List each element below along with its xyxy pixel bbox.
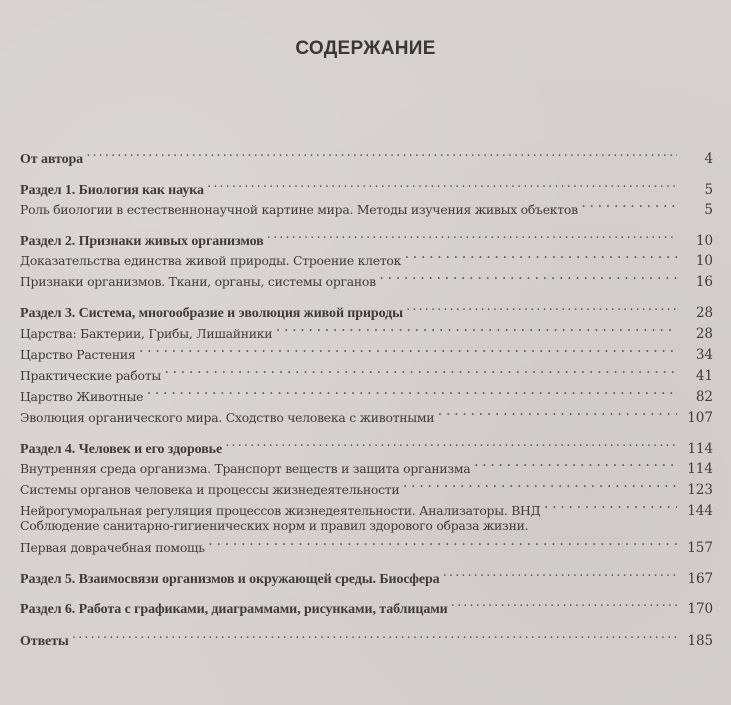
toc-entry-label: Царство Растения <box>20 347 136 362</box>
dot-leader <box>73 627 677 645</box>
toc-entry-page: 41 <box>695 368 713 384</box>
toc-entry-subsection[interactable] <box>20 476 713 498</box>
toc-entry-section-3[interactable] <box>20 299 713 321</box>
dot-leader <box>268 227 677 245</box>
toc-entry-section-6[interactable] <box>20 595 713 617</box>
toc-entry-page: 28 <box>695 326 713 342</box>
dot-leader <box>165 362 677 380</box>
toc-entry-label: Соблюдение санитарно-гигиенических норм и правил здорового образа жизни. <box>20 518 529 533</box>
toc-entry-label: Раздел 5. Взаимосвязи организмов и окружающей среды. Биосфера <box>20 572 440 587</box>
toc-entry-page: 10 <box>695 253 713 269</box>
toc-entry-label: Признаки организмов. Ткани, органы, системы органов <box>20 274 376 289</box>
toc-entry-from-author[interactable] <box>20 145 713 167</box>
dot-leader <box>474 455 677 473</box>
toc-entry-subsection[interactable] <box>20 247 713 269</box>
dot-leader <box>139 341 677 359</box>
dot-leader <box>438 404 677 422</box>
toc-entry-page: 157 <box>687 540 713 556</box>
toc-entry-label: Раздел 6. Работа с графиками, диаграммами, рисунками, таблицами <box>20 602 448 617</box>
toc-entry-page: 114 <box>687 441 713 457</box>
toc-entry-page: 4 <box>704 151 713 167</box>
toc-entry-subsection[interactable] <box>20 383 713 405</box>
toc-entry-subsection[interactable] <box>20 404 713 426</box>
toc-entry-label: Доказательства единства живой природы. Строение клеток <box>20 253 402 268</box>
toc-entry-answers[interactable] <box>20 627 713 649</box>
toc-entry-page: 10 <box>696 233 713 249</box>
toc-entry-section-5[interactable] <box>20 565 713 587</box>
toc-entry-label: Раздел 4. Человек и его здоровье <box>20 442 223 457</box>
toc-entry-label: Первая доврачебная помощь <box>20 540 205 555</box>
toc-entry-section-4[interactable] <box>20 435 713 457</box>
toc-entry-page: 5 <box>704 202 713 218</box>
toc-entry-label: Эволюция органического мира. Сходство человека с животными <box>20 410 435 425</box>
dot-leader <box>226 435 677 453</box>
toc-entry-page: 144 <box>687 503 713 519</box>
dot-leader <box>544 497 677 515</box>
dot-leader <box>403 476 677 494</box>
toc-entry-label: Ответы <box>20 634 69 649</box>
page-title: СОДЕРЖАНИЕ <box>295 38 436 59</box>
toc-entry-label: Роль биологии в естественнонаучной картине мира. Методы изучения живых объектов <box>20 202 578 217</box>
toc-entry-page: 123 <box>687 482 713 498</box>
toc-entry-subsection[interactable] <box>20 497 713 519</box>
toc-entry-page: 82 <box>695 389 713 405</box>
toc-entry-page: 16 <box>695 274 713 290</box>
dot-leader <box>276 320 677 338</box>
toc-entry-label: Царства: Бактерии, Грибы, Лишайники <box>20 326 273 341</box>
toc-entry-subsection[interactable] <box>20 268 713 290</box>
toc-entry-section-1[interactable] <box>20 176 713 198</box>
dot-leader <box>208 176 677 194</box>
toc-entry-page: 107 <box>687 410 713 426</box>
dot-leader <box>582 196 677 214</box>
toc-entry-page: 167 <box>687 571 713 587</box>
dot-leader <box>209 534 677 552</box>
toc-entry-label: Раздел 1. Биология как наука <box>20 183 204 198</box>
toc-entry-subsection[interactable] <box>20 362 713 384</box>
dot-leader <box>407 299 677 317</box>
toc-entry-label: Нейрогуморальная регуляция процессов жизнедеятельности. Анализаторы. ВНД <box>20 503 541 518</box>
toc-entry-subsection[interactable] <box>20 534 713 556</box>
toc-entry-label: Внутренняя среда организма. Транспорт веществ и защита организма <box>20 461 471 476</box>
toc-entry-page: 170 <box>687 601 713 617</box>
toc-entry-page: 28 <box>696 305 713 321</box>
dot-leader <box>452 595 677 613</box>
toc-entry-label: Раздел 2. Признаки живых организмов <box>20 234 264 249</box>
toc-entry-label: От автора <box>20 152 84 167</box>
dot-leader <box>87 145 677 163</box>
dot-leader <box>380 268 677 286</box>
toc-entry-subsection[interactable] <box>20 455 713 477</box>
toc-entry-section-2[interactable] <box>20 227 713 249</box>
toc-entry-label: Практические работы <box>20 368 161 383</box>
dot-leader <box>147 383 677 401</box>
toc-entry-page: 185 <box>687 633 713 649</box>
toc-entry-subsection-line1[interactable] <box>20 517 713 535</box>
dot-leader <box>405 247 677 265</box>
toc-entry-subsection[interactable] <box>20 196 713 218</box>
toc-entry-page: 5 <box>704 182 713 198</box>
toc-entry-subsection[interactable] <box>20 320 713 342</box>
toc-entry-label: Раздел 3. Система, многообразие и эволюция живой природы <box>20 306 403 321</box>
toc-entry-label: Царство Животные <box>20 389 144 404</box>
toc-entry-label: Системы органов человека и процессы жизнедеятельности <box>20 482 400 497</box>
toc-entry-page: 114 <box>687 461 713 477</box>
dot-leader <box>444 565 677 583</box>
toc-entry-subsection[interactable] <box>20 341 713 363</box>
toc-entry-page: 34 <box>695 347 713 363</box>
